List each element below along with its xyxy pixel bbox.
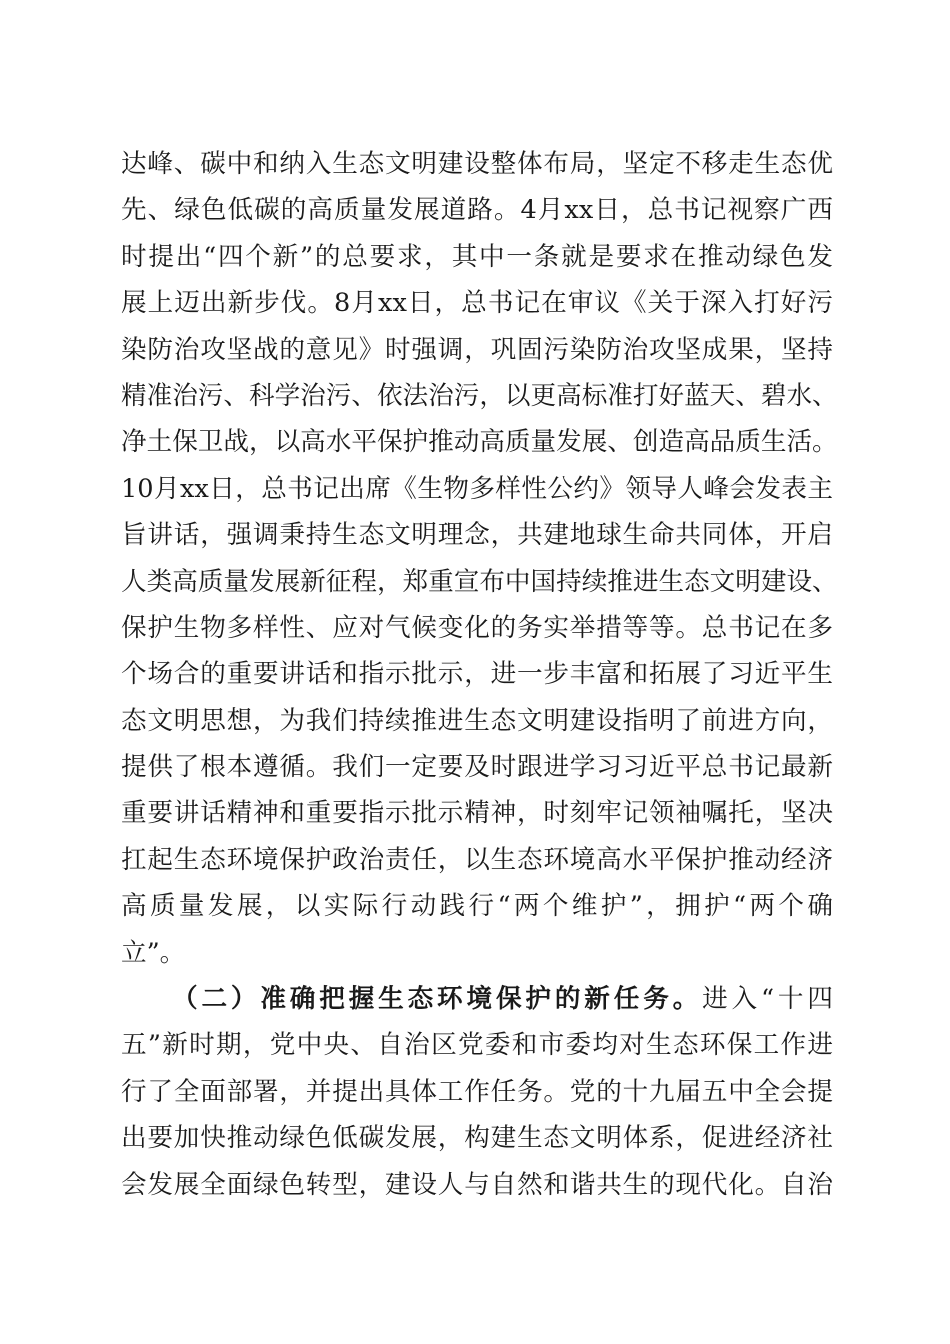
text-line: 保护生物多样性、应对气候变化的务实举措等等。总书记在多 <box>121 612 833 643</box>
text-line: 立”。 <box>121 937 186 968</box>
text-line: 扛起生态环境保护政治责任，以生态环境高水平保护推动经济 <box>121 844 833 875</box>
text-line: 10月xx日，总书记出席《生物多样性公约》领导人峰会发表主 <box>121 473 833 504</box>
paragraph-1 <box>121 141 838 976</box>
text-line: 精准治污、科学治污、依法治污，以更高标准打好蓝天、碧水、 <box>121 380 838 411</box>
text-line: 人类高质量发展新征程，郑重宣布中国持续推进生态文明建设、 <box>121 566 838 597</box>
text-line: 展上迈出新步伐。8月xx日，总书记在审议《关于深入打好污 <box>121 288 833 319</box>
text-line: 五”新时期，党中央、自治区党委和市委均对生态环保工作进 <box>121 1030 833 1061</box>
paragraph-2 <box>121 976 833 1208</box>
text-line: 先、绿色低碳的高质量发展道路。4月xx日，总书记视察广西 <box>121 195 833 226</box>
text-line: 染防治攻坚战的意见》时强调，巩固污染防治攻坚成果，坚持 <box>121 334 833 365</box>
section-heading: （二）准确把握生态环境保护的新任务。 <box>172 984 703 1015</box>
text-line: 重要讲话精神和重要指示批示精神，时刻牢记领袖嘱托，坚决 <box>121 798 833 829</box>
text-line: 时提出“四个新”的总要求，其中一条就是要求在推动绿色发 <box>121 241 833 272</box>
text-line: 高质量发展，以实际行动践行“两个维护”，拥护“两个确 <box>121 891 833 922</box>
text-run: 进入“十四 <box>702 984 833 1015</box>
text-line: 会发展全面绿色转型，建设人与自然和谐共生的现代化。自治 <box>121 1169 833 1200</box>
text-line: 达峰、碳中和纳入生态文明建设整体布局，坚定不移走生态优 <box>121 149 833 179</box>
text-line: 出要加快推动绿色低碳发展，构建生态文明体系，促进经济社 <box>121 1123 833 1154</box>
body-text <box>121 141 838 1208</box>
section-heading-line <box>121 976 833 1022</box>
text-line: 旨讲话，强调秉持生态文明理念，共建地球生命共同体，开启 <box>121 520 833 551</box>
text-line: 净土保卫战，以高水平保护推动高质量发展、创造高品质生活。 <box>121 427 838 458</box>
text-line: 提供了根本遵循。我们一定要及时跟进学习习近平总书记最新 <box>121 752 833 783</box>
text-line: 行了全面部署，并提出具体工作任务。党的十九届五中全会提 <box>121 1076 833 1107</box>
text-line: 个场合的重要讲话和指示批示，进一步丰富和拓展了习近平生 <box>121 659 833 690</box>
text-line: 态文明思想，为我们持续推进生态文明建设指明了前进方向， <box>121 705 833 736</box>
